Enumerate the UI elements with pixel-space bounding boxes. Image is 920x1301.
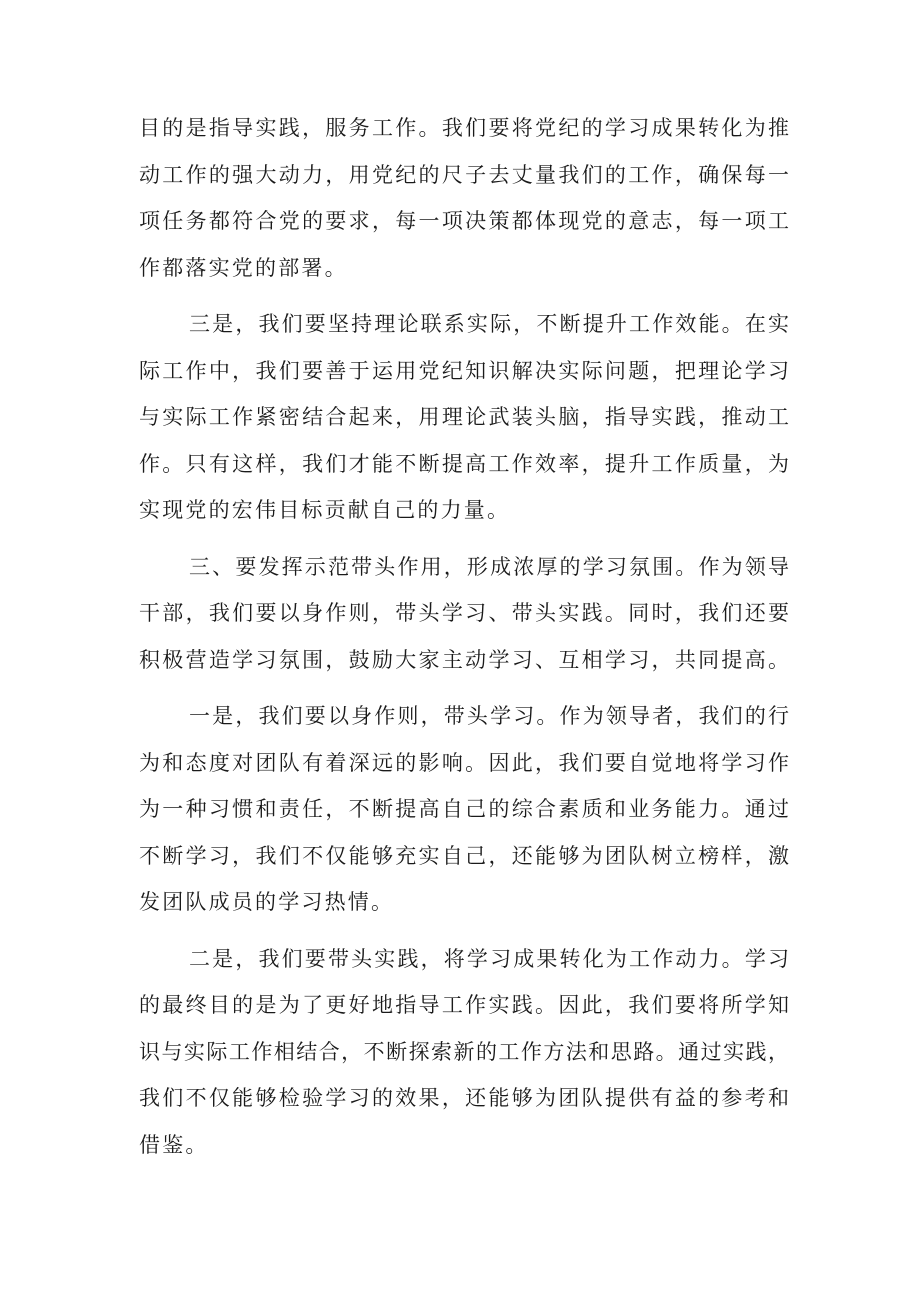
paragraph-line: 我们不仅能够检验学习的效果，还能够为团队提供有益的参考和 [139,1086,789,1110]
paragraph-line: 干部，我们要以身作则，带头学习、带头实践。同时，我们还要 [139,601,789,625]
paragraph-line: 一是，我们要以身作则，带头学习。作为领导者，我们的行 [189,704,789,728]
paragraph-line: 实现党的宏伟目标贡献自己的力量。 [139,498,511,522]
paragraph-line: 识与实际工作相结合，不断探索新的工作方法和思路。通过实践， [139,1039,789,1064]
paragraph-line: 发团队成员的学习热情。 [139,890,395,914]
paragraph-line: 不断学习，我们不仅能够充实自己，还能够为团队树立榜样，激 [139,843,789,868]
document-body [139,105,789,1168]
paragraph-line: 积极营造学习氛围，鼓励大家主动学习、互相学习，共同提高。 [139,647,789,672]
paragraph-line: 三是，我们要坚持理论联系实际，不断提升工作效能。在实 [189,312,789,336]
paragraph-line: 际工作中，我们要善于运用党纪知识解决实际问题，把理论学习 [139,358,789,383]
paragraph-line: 目的是指导实践，服务工作。我们要将党纪的学习成果转化为推 [139,116,789,140]
paragraph-line: 三、要发挥示范带头作用，形成浓厚的学习氛围。作为领导 [189,554,789,579]
paragraph-4 [139,693,789,926]
paragraph-line: 借鉴。 [139,1132,209,1157]
paragraph-2 [139,301,789,534]
paragraph-1 [139,105,789,291]
paragraph-line: 二是，我们要带头实践，将学习成果转化为工作动力。学习 [189,946,789,971]
paragraph-line: 与实际工作紧密结合起来，用理论武装头脑，指导实践，推动工 [139,405,789,429]
paragraph-line: 作都落实党的部署。 [139,255,348,280]
paragraph-line: 作。只有这样，我们才能不断提高工作效率，提升工作质量，为 [139,451,789,476]
paragraph-line: 项任务都符合党的要求，每一项决策都体现党的意志，每一项工 [139,209,789,233]
paragraph-line: 的最终目的是为了更好地指导工作实践。因此，我们要将所学知 [139,993,789,1017]
paragraph-line: 为和态度对团队有着深远的影响。因此，我们要自觉地将学习作 [139,750,789,775]
paragraph-line: 为一种习惯和责任，不断提高自己的综合素质和业务能力。通过 [139,797,789,821]
paragraph-5 [139,936,789,1169]
paragraph-line: 动工作的强大动力，用党纪的尺子去丈量我们的工作，确保每一 [139,162,789,187]
paragraph-3 [139,544,789,684]
